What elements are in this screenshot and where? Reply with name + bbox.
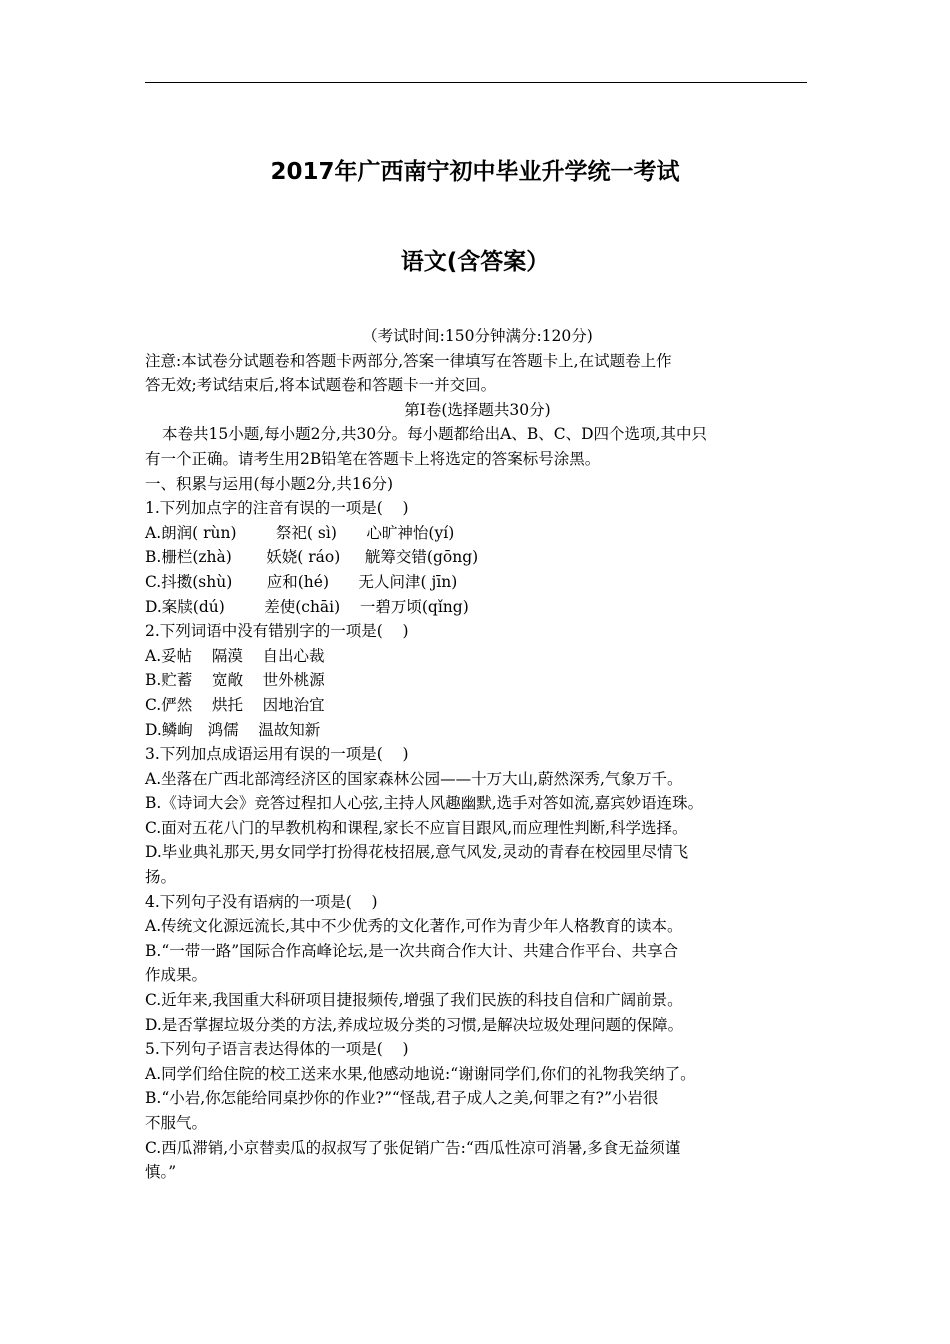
answer-option: B.栅栏(zhà) 妖娆( ráo) 觥筹交错(gōng) [145,548,479,567]
answer-option: C.俨然 烘托 因地治宜 [145,695,325,714]
answer-option: B.《诗词大会》竞答过程扣人心弦,主持人风趣幽默,选手对答如流,嘉宾妙语连珠。 [145,794,704,813]
answer-option: D.案牍(dú) 差使(chāi) 一碧万顷(qǐng) [145,597,469,616]
part-heading: 一、积累与运用(每小题2分,共16分) [145,474,394,493]
answer-option-continuation: 作成果。 [145,966,208,985]
question-stem: 4.下列句子没有语病的一项是( ) [145,892,378,911]
question-stem: 1.下列加点字的注音有误的一项是( ) [145,499,409,518]
answer-option: C.近年来,我国重大科研项目捷报频传,增强了我们民族的科技自信和广阔前景。 [145,991,683,1010]
exam-time-note: （考试时间:150分钟满分:120分) [362,327,593,345]
answer-option: B.“小岩,你怎能给同桌抄你的作业?”“怪哉,君子成人之美,何罪之有?”小岩很 [145,1089,659,1108]
question-stem: 5.下列句子语言表达得体的一项是( ) [145,1040,409,1059]
answer-option: B.“一带一路”国际合作高峰论坛,是一次共商合作大计、共建合作平台、共享合 [145,941,679,960]
question-stem: 2.下列词语中没有错别字的一项是( ) [145,622,409,641]
exam-body [145,324,810,1185]
answer-option: D.是否掌握垃圾分类的方法,养成垃圾分类的习惯,是解决垃圾处理问题的保障。 [145,1015,684,1034]
notice-line: 注意:本试卷分试题卷和答题卡两部分,答案一律填写在答题卡上,在试题卷上作 [145,351,672,370]
answer-option-continuation: 慎。” [145,1163,177,1182]
answer-option: C.西瓜滞销,小京替卖瓜的叔叔写了张促销广告:“西瓜性凉可消暑,多食无益须谨 [145,1138,681,1157]
answer-option: D.毕业典礼那天,男女同学打扮得花枝招展,意气风发,灵动的青春在校园里尽情飞 [145,843,689,862]
answer-option-continuation: 扬。 [145,868,177,887]
answer-option: A.同学们给住院的校工送来水果,他感动地说:“谢谢同学们,你们的礼物我笑纳了。 [145,1064,696,1083]
answer-option: A.妥帖 隔漠 自出心裁 [145,646,325,665]
question-stem: 3.下列加点成语运用有误的一项是( ) [145,745,409,764]
answer-option: A.传统文化源远流长,其中不少优秀的文化著作,可作为青少年人格教育的读本。 [145,917,683,936]
answer-option-continuation: 不服气。 [145,1114,208,1132]
answer-option: B.贮蓄 宽敞 世外桃源 [145,671,325,690]
answer-option: A.朗润( rùn) 祭祀( sì) 心旷神怡(yí) [145,523,455,542]
instruction-line: 本卷共15小题,每小题2分,共30分。每小题都给出A、B、C、D四个选项,其中只 [162,425,707,444]
section-heading: 第Ⅰ卷(选择题共30分) [404,400,551,419]
exam-title: 2017年广西南宁初中毕业升学统一考试 [270,159,680,185]
instruction-line: 有一个正确。请考生用2B铅笔在答题卡上将选定的答案标号涂黑。 [145,449,601,468]
answer-option: D.鳞峋 鸿儒 温故知新 [145,720,321,739]
answer-option: C.抖擞(shù) 应和(hé) 无人问津( jīn) [145,572,458,591]
header-rule [145,82,807,83]
notice-line: 答无效;考试结束后,将本试题卷和答题卡一并交回。 [145,376,497,395]
answer-option: A.坐落在广西北部湾经济区的国家森林公园——十万大山,蔚然深秀,气象万千。 [145,769,683,788]
exam-subtitle: 语文(含答案） [400,249,550,275]
answer-option: C.面对五花八门的早教机构和课程,家长不应盲目跟风,而应理性判断,科学选择。 [145,818,688,837]
